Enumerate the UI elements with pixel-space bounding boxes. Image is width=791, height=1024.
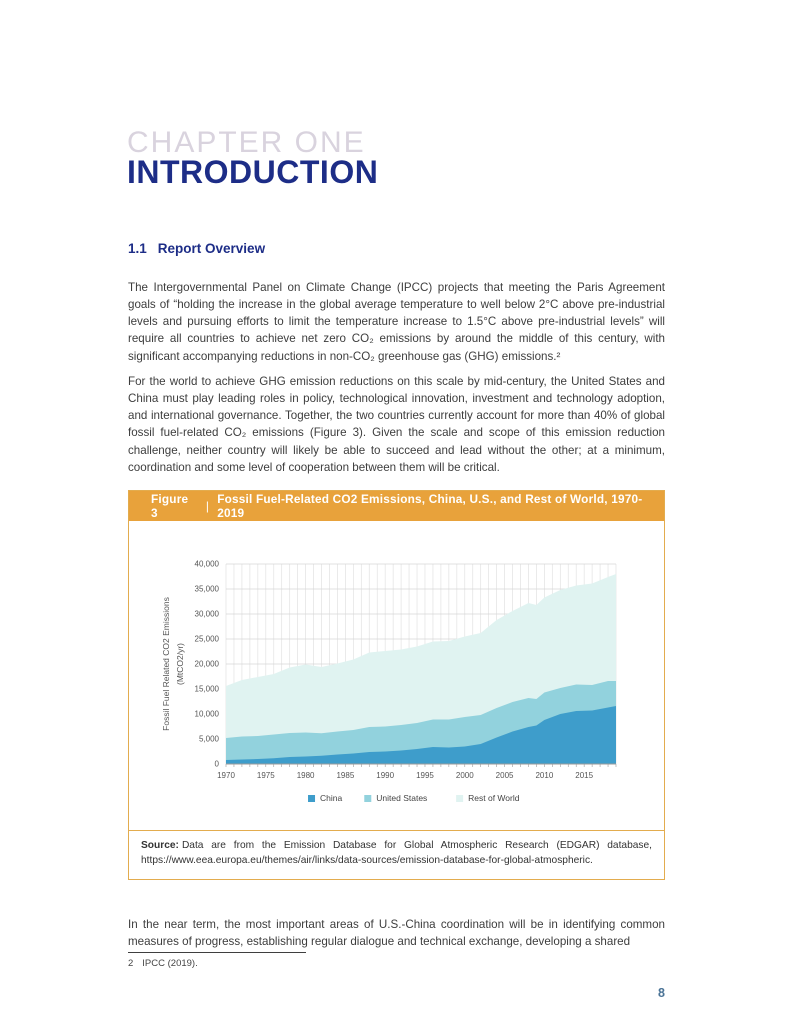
chapter-kicker: CHAPTER ONE	[127, 126, 366, 159]
figure-header	[129, 491, 664, 521]
legend-label: China	[320, 793, 343, 803]
y-tick-label: 20,000	[194, 659, 219, 669]
figure-3-box	[128, 490, 665, 880]
x-tick-label: 2015	[575, 771, 594, 780]
x-tick-label: 1970	[217, 771, 235, 780]
y-tick-label: 10,000	[194, 709, 219, 719]
emissions-chart	[129, 521, 664, 830]
y-tick-label: 40,000	[194, 559, 219, 569]
chart-legend	[308, 793, 520, 803]
y-tick-label: 30,000	[194, 609, 219, 619]
section-number: 1.1	[128, 241, 147, 256]
y-axis-title: Fossil Fuel Related CO2 Emissions	[161, 597, 171, 731]
figure-chart-area	[129, 521, 664, 830]
footnote-divider	[128, 952, 306, 953]
y-tick-label: 5,000	[198, 734, 219, 744]
x-tick-label: 2000	[455, 771, 474, 780]
figure-label: Figure 3	[151, 492, 189, 520]
legend-swatch-rest-of-world	[456, 795, 463, 802]
x-tick-label: 1985	[336, 771, 355, 780]
source-text: Data are from the Emission Database for Global Atmospheric Research (EDGAR) database, https://www.eea.europa.eu/themes/air/links/data-sources/emission-database-for-global-atmospheric.	[141, 840, 652, 866]
figure-separator: |	[205, 499, 210, 513]
figure-title: Fossil Fuel-Related CO2 Emissions, China, U.S., and Rest of World, 1970-2019	[217, 492, 643, 520]
legend-label: Rest of World	[468, 793, 520, 803]
legend-swatch-united-states	[364, 795, 371, 802]
y-tick-label: 0	[214, 759, 219, 769]
paragraph-1: The Intergovernmental Panel on Climate Change (IPCC) projects that meeting the Paris Agreement goals of “holding the increase in the global average temperature to well below 2°C above pre-industrial levels and pursuing efforts to limit the temperature increase to 1.5°C above pre-industrial levels” will require all countries to achieve net zero CO₂ emissions by around the middle of this century, with significant accompanying reductions in non-CO₂ greenhouse gas (GHG) emissions.²	[128, 280, 665, 363]
legend-swatch-china	[308, 795, 315, 802]
section-heading	[128, 241, 265, 256]
paragraph-3: In the near term, the most important areas of U.S.-China coordination will be in identifying common measures of progress, establishing regular dialogue and technical exchange, developing a shared	[128, 917, 665, 948]
figure-source	[129, 830, 664, 868]
section-title: Report Overview	[157, 241, 266, 256]
footnote	[128, 958, 198, 969]
y-tick-label: 35,000	[194, 584, 219, 594]
legend-label: United States	[376, 793, 428, 803]
x-tick-label: 1995	[416, 771, 434, 780]
chart-areas	[226, 574, 616, 764]
footnote-number: 2	[128, 958, 134, 969]
page-number: 8	[658, 986, 665, 1000]
chapter-title: INTRODUCTION	[127, 154, 379, 190]
x-tick-label: 1975	[256, 771, 275, 780]
x-tick-label: 1990	[376, 771, 395, 780]
x-tick-label: 2005	[495, 771, 514, 780]
y-axis-title: (MtCO2/yr)	[175, 642, 185, 686]
y-tick-label: 15,000	[194, 684, 219, 694]
y-tick-label: 25,000	[194, 634, 219, 644]
x-tick-label: 2010	[535, 771, 554, 780]
paragraph-2: For the world to achieve GHG emission reductions on this scale by mid-century, the United States and China must play leading roles in policy, technological innovation, investment and technology adoption, and international governance. Together, the two countries currently account for more than 40% of global fossil fuel-related CO₂ emissions (Figure 3). Given the scale and scope of this emission reduction challenge, neither country will likely be able to succeed and lead without the other; at a minimum, coordination and some level of cooperation between them will be critical.	[128, 374, 665, 475]
x-tick-label: 1980	[296, 771, 315, 780]
source-label: Source:	[141, 840, 179, 851]
footnote-text: IPCC (2019).	[142, 958, 198, 969]
